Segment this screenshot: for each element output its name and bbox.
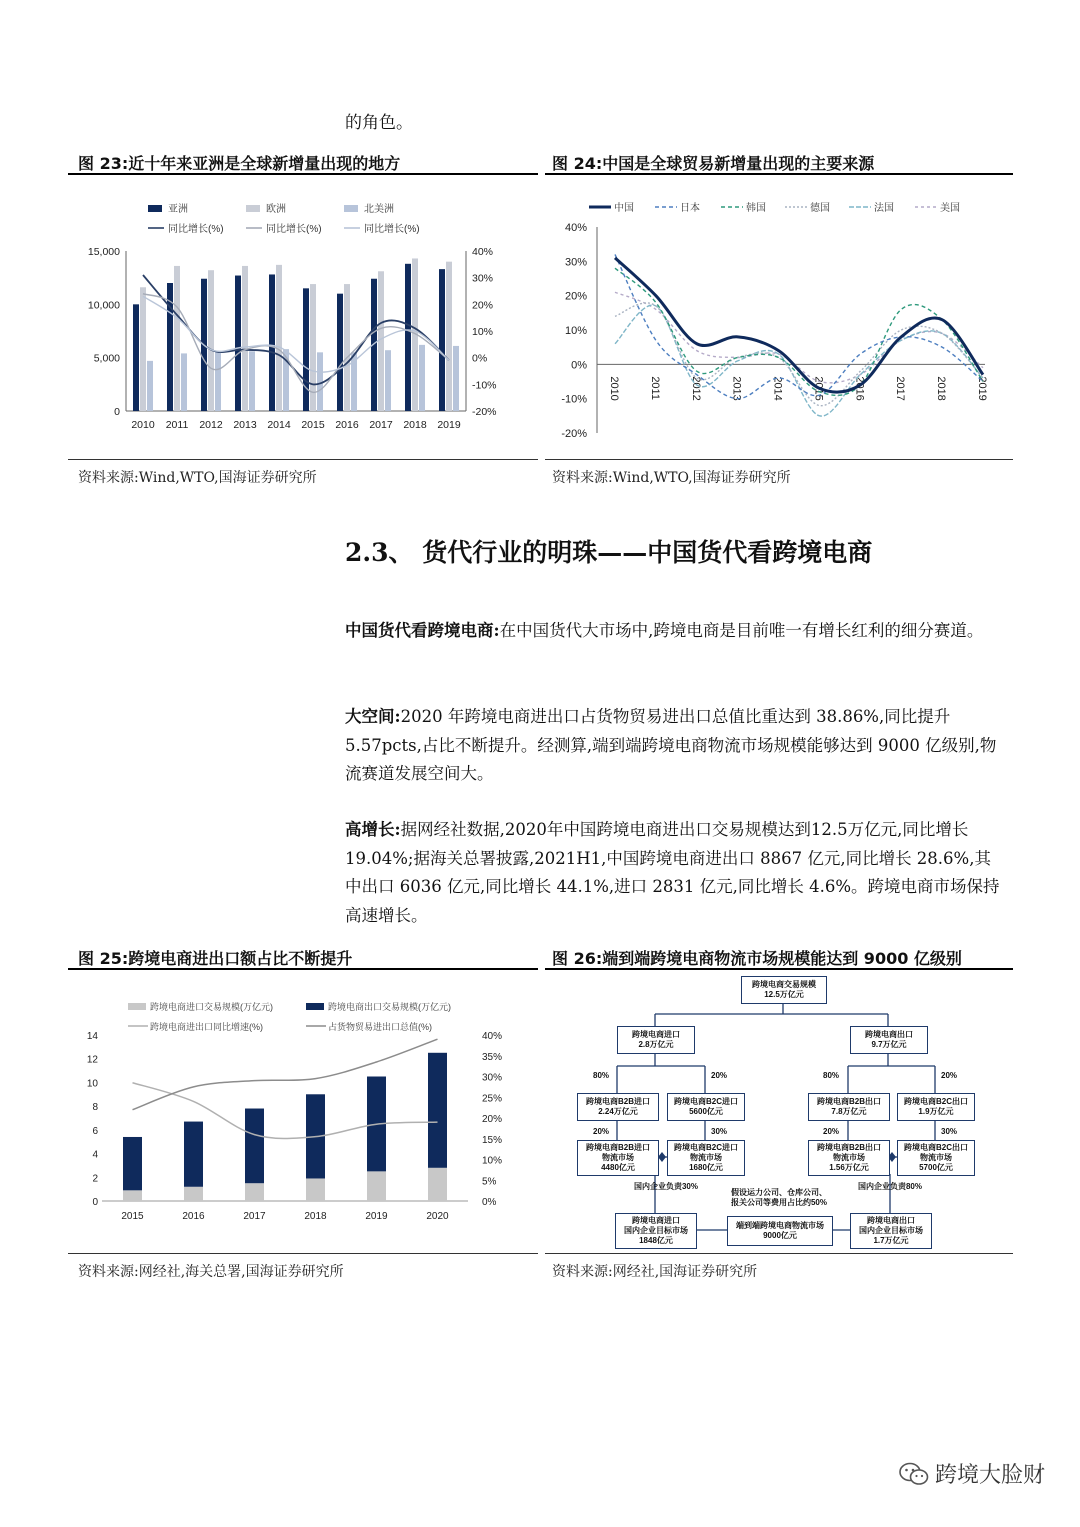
bar: [303, 288, 309, 411]
legend-label: 跨境电商出口交易规模(万亿元): [328, 1002, 451, 1012]
y2-tick-label: 40%: [482, 1031, 503, 1042]
bar: [249, 351, 255, 411]
y-tick-label: 14: [86, 1031, 98, 1042]
paragraph-high-growth: [345, 816, 1005, 930]
legend-label: 跨境电商进出口同比增速(%): [150, 1022, 263, 1032]
node-b2b-import-logistics: 跨境电商B2B进口 物流市场 4480亿元: [577, 1140, 659, 1176]
y-tick-label: 4: [92, 1149, 98, 1161]
x-tick-label: 2011: [648, 376, 661, 400]
pct-b2b-import: 80%: [593, 1071, 610, 1080]
y-tick-label: 2: [92, 1173, 98, 1185]
pct-b2c-import: 20%: [711, 1071, 728, 1080]
paragraph-text: 在中国货代大市场中,跨境电商是目前唯一有增长红利的细分赛道。: [499, 621, 984, 640]
x-tick-label: 2013: [730, 376, 743, 401]
y-tick-label: 0%: [571, 359, 587, 372]
bar: [215, 352, 221, 411]
bar-import: [428, 1168, 447, 1201]
fig25-top-rule: [68, 968, 538, 970]
bar: [276, 265, 282, 411]
bar: [385, 350, 391, 411]
series-line: [615, 305, 983, 416]
x-tick-label: 2019: [976, 376, 988, 401]
x-tick-label: 2018: [403, 419, 427, 431]
y-tick-label: -10%: [561, 393, 587, 406]
note-import-share: 国内企业负责30%: [633, 1182, 698, 1191]
legend-label: 韩国: [746, 203, 766, 214]
y2-tick-label: 20%: [472, 299, 494, 312]
legend-swatch: [148, 205, 162, 212]
bar: [419, 345, 425, 411]
legend-label: 法国: [874, 203, 894, 214]
fig26-bottom-rule: [545, 1253, 1013, 1254]
watermark-text: 跨境大脸财: [934, 1463, 1045, 1488]
x-tick-label: 2011: [165, 419, 189, 431]
fig23-chart: [68, 185, 538, 450]
legend-label: 美国: [940, 203, 960, 214]
y2-tick-label: 10%: [482, 1155, 503, 1167]
x-tick-label: 2019: [365, 1211, 388, 1222]
x-tick-label: 2010: [608, 376, 620, 401]
bar: [337, 294, 343, 411]
pct-b2b-import-logistics: 20%: [593, 1127, 610, 1136]
series-line: [615, 254, 983, 401]
x-tick-label: 2017: [369, 419, 393, 431]
x-tick-label: 2016: [182, 1211, 205, 1222]
x-tick-label: 2020: [426, 1211, 449, 1222]
wechat-icon: [899, 1461, 929, 1487]
fig26-title: 图 26:端到端跨境电商物流市场规模能达到 9000 亿级别: [552, 949, 962, 968]
legend-label: 跨境电商进口交易规模(万亿元): [150, 1002, 273, 1012]
paragraph-china-forwarding: [345, 617, 1005, 646]
y-tick-label: 0: [92, 1197, 98, 1208]
bar-export: [428, 1053, 447, 1168]
legend-label: 同比增长(%): [168, 224, 224, 235]
legend-label: 同比增长(%): [364, 224, 420, 235]
bar: [378, 271, 384, 411]
pct-b2c-export: 20%: [941, 1071, 958, 1080]
bar-import: [184, 1187, 203, 1201]
bar-import: [367, 1171, 386, 1201]
node-root: 跨境电商交易规模 12.5万亿元: [741, 976, 827, 1004]
fig24-top-rule: [545, 173, 1013, 175]
node-import-target: 跨境电商进口 国内企业目标市场 1848亿元: [615, 1213, 697, 1249]
legend-label: 亚洲: [168, 204, 188, 215]
bar: [174, 266, 180, 411]
y2-tick-label: 15%: [482, 1134, 503, 1146]
node-b2c-import: 跨境电商B2C进口 5600亿元: [667, 1093, 745, 1121]
x-tick-label: 2012: [689, 376, 702, 401]
series-line: [133, 1039, 438, 1110]
legend-label: 中国: [614, 203, 634, 214]
bar: [133, 304, 139, 411]
bar-export: [123, 1137, 142, 1190]
node-b2b-export-logistics: 跨境电商B2B出口 物流市场 1.56万亿元: [808, 1140, 890, 1176]
node-import: 跨境电商进口 2.8万亿元: [617, 1026, 695, 1054]
y2-tick-label: 25%: [482, 1093, 503, 1105]
legend-swatch: [306, 1003, 324, 1010]
fig25-title: 图 25:跨境电商进出口额占比不断提升: [78, 949, 353, 968]
x-tick-label: 2016: [335, 419, 359, 431]
fig25-bottom-rule: [68, 1253, 538, 1254]
series-line: [143, 296, 449, 372]
y-tick-label: 40%: [564, 222, 587, 234]
legend-label: 德国: [810, 203, 830, 214]
paragraph-text: 据网经社数据,2020年中国跨境电商进出口交易规模达到12.5万亿元,同比增长 19.04%;据海关总署披露,2021H1,中国跨境电商进出口 8867 亿元,同比增长 28.6%,其中出口 6036 亿元,同比增长 44.1%,进口 2831 亿元,同比增长 4.6%。跨境电商市场保持高速增长。: [345, 820, 1000, 925]
bar: [317, 352, 323, 411]
x-tick-label: 2017: [243, 1211, 266, 1222]
fig24-chart: [545, 185, 1013, 450]
bar: [405, 264, 411, 411]
x-tick-label: 2018: [304, 1211, 327, 1222]
node-b2c-import-logistics: 跨境电商B2C进口 物流市场 1680亿元: [667, 1140, 745, 1176]
paragraph-label: 大空间:: [345, 707, 401, 726]
fig23-top-rule: [68, 173, 538, 175]
paragraph-label: 高增长:: [345, 820, 401, 839]
node-export-target: 跨境电商出口 国内企业目标市场 1.7万亿元: [850, 1213, 932, 1249]
pct-b2c-import-logistics: 30%: [711, 1127, 728, 1136]
bar-import: [123, 1190, 142, 1201]
y2-tick-label: 40%: [472, 246, 494, 258]
section-heading: 2.3、 货代行业的明珠——中国货代看跨境电商: [345, 538, 873, 567]
y-tick-label: 8: [92, 1102, 98, 1114]
y-tick-label: 5,000: [93, 352, 120, 365]
bar-export: [245, 1109, 264, 1184]
legend-label: 北美洲: [364, 204, 394, 215]
fig26-diagram: [545, 970, 1013, 1252]
fig26-source: 资料来源:网经社,国海证券研究所: [552, 1264, 758, 1280]
x-tick-label: 2013: [233, 419, 257, 431]
series-line: [615, 268, 983, 395]
bar: [208, 270, 214, 411]
node-b2c-export: 跨境电商B2C出口 1.9万亿元: [897, 1093, 975, 1121]
legend-label: 同比增长(%): [266, 224, 322, 235]
x-tick-label: 2014: [267, 419, 291, 431]
series-line: [143, 294, 449, 393]
note-export-share: 国内企业负责80%: [857, 1182, 922, 1191]
x-tick-label: 2015: [121, 1211, 144, 1222]
y2-tick-label: 30%: [482, 1072, 503, 1084]
bar: [344, 284, 350, 411]
fig23-bottom-rule: [68, 459, 538, 460]
watermark: [899, 1458, 1045, 1489]
y2-tick-label: 10%: [472, 326, 494, 338]
y2-tick-label: 0%: [472, 352, 488, 365]
y2-tick-label: 35%: [482, 1051, 503, 1063]
pct-b2b-export-logistics: 20%: [823, 1127, 840, 1136]
series-line: [615, 258, 983, 392]
node-total-logistics: 端到端跨境电商物流市场 9000亿元: [727, 1216, 833, 1246]
paragraph-text: 2020 年跨境电商进出口占货物贸易进出口总值比重达到 38.86%,同比提升 5.57pcts,占比不断提升。经测算,端到端跨境电商物流市场规模能够达到 9000 亿级别,物流赛道发展空间大。: [345, 707, 997, 783]
bar: [446, 262, 452, 411]
bar: [181, 353, 187, 411]
x-tick-label: 2012: [199, 419, 223, 431]
bar-export: [184, 1122, 203, 1187]
y-tick-label: 0: [114, 406, 120, 418]
y-tick-label: 6: [92, 1125, 98, 1137]
x-tick-label: 2016: [853, 376, 866, 401]
legend-label: 占货物贸易进出口总值(%): [328, 1022, 432, 1032]
x-tick-label: 2017: [894, 376, 907, 401]
x-tick-label: 2018: [935, 376, 948, 401]
paragraph-big-space: [345, 703, 1005, 789]
fig25-chart: [68, 995, 538, 1225]
y-tick-label: 10: [86, 1078, 98, 1090]
node-b2c-export-logistics: 跨境电商B2C出口 物流市场 5700亿元: [897, 1140, 975, 1176]
bar: [453, 346, 459, 411]
y2-tick-label: -10%: [472, 379, 497, 392]
y2-tick-label: 20%: [482, 1114, 503, 1125]
bar-import: [245, 1183, 264, 1201]
legend-swatch: [128, 1003, 146, 1010]
pct-b2c-export-logistics: 30%: [941, 1127, 958, 1136]
y-tick-label: 10,000: [87, 299, 120, 312]
fig23-title: 图 23:近十年来亚洲是全球新增量出现的地方: [78, 154, 401, 173]
y2-tick-label: 5%: [482, 1176, 497, 1188]
bar: [235, 276, 241, 411]
y-tick-label: 30%: [564, 256, 587, 269]
node-b2b-import: 跨境电商B2B进口 2.24万亿元: [577, 1093, 659, 1121]
legend-label: 日本: [680, 203, 700, 214]
continuation-text: 的角色。: [345, 113, 413, 133]
fig24-bottom-rule: [545, 459, 1013, 460]
x-tick-label: 2015: [812, 376, 825, 401]
pct-b2b-export: 80%: [823, 1071, 840, 1080]
bar: [242, 266, 248, 411]
legend-swatch: [246, 205, 260, 212]
y-tick-label: 12: [86, 1054, 98, 1066]
y-tick-label: -20%: [561, 428, 587, 440]
fig25-source: 资料来源:网经社,海关总署,国海证券研究所: [78, 1264, 344, 1280]
y-tick-label: 10%: [564, 325, 587, 337]
paragraph-label: 中国货代看跨境电商:: [345, 621, 500, 640]
x-tick-label: 2015: [301, 419, 325, 431]
y-tick-label: 20%: [564, 290, 587, 303]
bar-import: [306, 1178, 325, 1201]
node-export: 跨境电商出口 9.7万亿元: [850, 1026, 928, 1054]
bar: [269, 274, 275, 411]
plus-marker: [658, 1152, 666, 1162]
note-cost-assumption: 假设运力公司、仓库公司、 报关公司等费用占比约50%: [730, 1188, 827, 1207]
x-tick-label: 2014: [771, 376, 784, 401]
legend-label: 欧洲: [266, 204, 286, 215]
x-tick-label: 2019: [437, 419, 461, 431]
fig24-title: 图 24:中国是全球贸易新增量出现的主要来源: [552, 154, 875, 173]
bar: [439, 269, 445, 411]
y2-tick-label: 0%: [482, 1197, 497, 1208]
legend-swatch: [344, 205, 358, 212]
fig23-source: 资料来源:Wind,WTO,国海证券研究所: [78, 470, 317, 486]
y2-tick-label: -20%: [472, 406, 497, 418]
bar: [147, 361, 153, 411]
y-tick-label: 15,000: [87, 246, 120, 258]
node-b2b-export: 跨境电商B2B出口 7.8万亿元: [808, 1093, 890, 1121]
fig24-source: 资料来源:Wind,WTO,国海证券研究所: [552, 470, 791, 486]
y2-tick-label: 30%: [472, 272, 494, 285]
x-tick-label: 2010: [131, 419, 155, 431]
bar: [140, 287, 146, 411]
